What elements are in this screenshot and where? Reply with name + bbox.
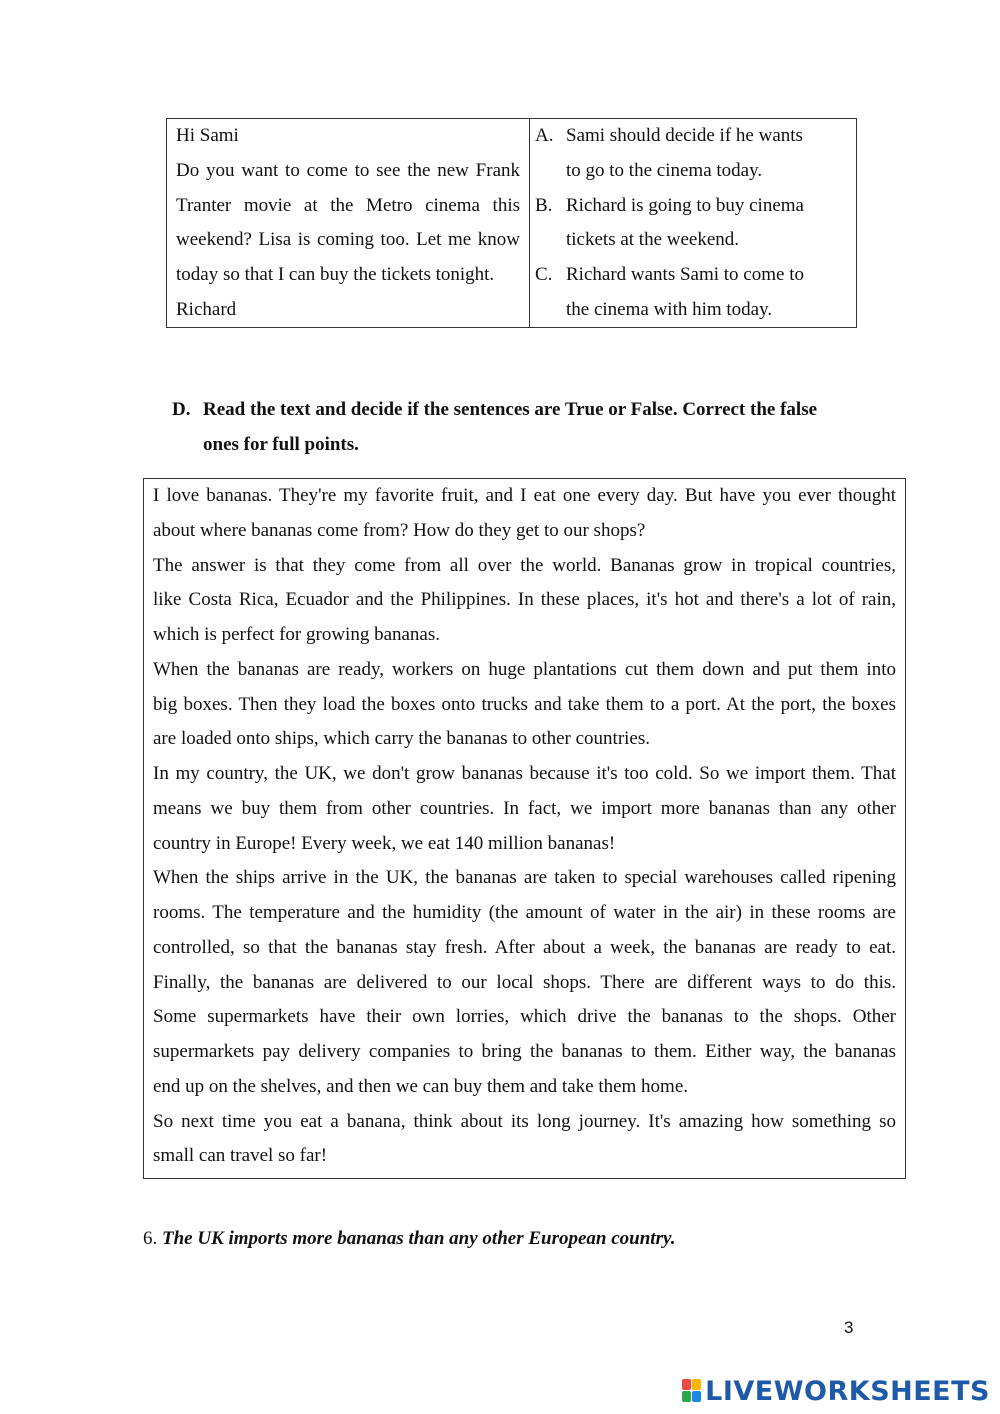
- passage-line: Finally, the bananas are delivered to our local shops. There are different ways to do this.: [153, 971, 896, 993]
- section-instruction-line: Read the text and decide if the sentences are True or False. Correct the false: [203, 399, 818, 420]
- passage-line: Some supermarkets have their own lorries, which drive the bananas to the shops. Other: [153, 1006, 896, 1028]
- message-line: today so that I can buy the tickets tonight.: [176, 264, 495, 286]
- option-c: [535, 258, 851, 328]
- passage-line: supermarkets pay delivery companies to bring the bananas to them. Either way, the bananas: [153, 1041, 896, 1062]
- section-letter: D.: [172, 399, 191, 420]
- message-cell: [176, 119, 520, 328]
- options-cell: [535, 119, 851, 328]
- passage-line: When the ships arrive in the UK, the bananas are taken to special warehouses called ripening: [153, 867, 896, 889]
- option-letter: A.: [535, 125, 554, 146]
- message-table: [166, 118, 857, 328]
- passage-line: In my country, the UK, we don't grow bananas because it's too cold. So we import them. That: [153, 763, 896, 784]
- table-divider: [529, 119, 530, 327]
- section-d-heading: [172, 392, 872, 462]
- message-line: Hi Sami: [176, 125, 239, 146]
- passage-line: like Costa Rica, Ecuador and the Philippines. In these places, it's hot and there's a lot of rain,: [153, 589, 896, 611]
- passage-line: end up on the shelves, and then we can buy them and take them home.: [153, 1075, 689, 1097]
- question-6: [143, 1222, 675, 1256]
- passage-line: So next time you eat a banana, think about its long journey. It's amazing how something so: [153, 1110, 896, 1132]
- passage-line: means we buy them from other countries. In fact, we import more bananas than any other: [153, 797, 896, 819]
- passage-line: controlled, so that the bananas stay fresh. After about a week, the bananas are ready to eat.: [153, 936, 896, 958]
- passage-line: which is perfect for growing bananas.: [153, 624, 441, 645]
- message-line: Tranter movie at the Metro cinema this: [176, 194, 520, 216]
- passage-line: I love bananas. They're my favorite fruit, and I eat one every day. But have you ever thought: [153, 485, 896, 506]
- option-b: [535, 189, 851, 259]
- question-number: 6.: [143, 1228, 158, 1249]
- passage-line: small can travel so far!: [153, 1145, 328, 1167]
- message-line: Do you want to come to see the new Frank: [176, 159, 520, 181]
- passage-line: country in Europe! Every week, we eat 140 million bananas!: [153, 832, 616, 854]
- option-text-line: Sami should decide if he wants: [566, 125, 803, 146]
- liveworksheets-logo: [682, 1372, 990, 1410]
- logo-badge-icon: [682, 1379, 702, 1403]
- passage-line: about where bananas come from? How do they get to our shops?: [153, 519, 646, 541]
- message-line: Richard: [176, 298, 237, 320]
- logo-text: LIVEWORKSHEETS: [705, 1375, 990, 1407]
- option-a: [535, 119, 851, 189]
- question-statement: The UK imports more bananas than any other European country.: [162, 1228, 676, 1249]
- passage-line: When the bananas are ready, workers on huge plantations cut them down and put them into: [153, 658, 896, 680]
- passage-line: are loaded onto ships, which carry the bananas to other countries.: [153, 728, 651, 750]
- passage-line: The answer is that they come from all over the world. Bananas grow in tropical countries,: [153, 554, 896, 576]
- option-text-line: to go to the cinema today.: [566, 159, 763, 181]
- passage-line: big boxes. Then they load the boxes onto trucks and take them to a port. At the port, the boxes: [153, 693, 896, 715]
- passage-line: rooms. The temperature and the humidity (the amount of water in the air) in these rooms are: [153, 902, 896, 923]
- option-letter: B.: [535, 194, 553, 216]
- message-line: weekend? Lisa is coming too. Let me know: [176, 229, 520, 251]
- option-text-line: tickets at the weekend.: [566, 229, 740, 251]
- section-instruction-line: ones for full points.: [203, 434, 359, 455]
- page-number: 3: [844, 1318, 854, 1337]
- option-text-line: Richard is going to buy cinema: [566, 194, 804, 216]
- option-text-line: Richard wants Sami to come to: [566, 264, 804, 286]
- option-text-line: the cinema with him today.: [566, 298, 773, 320]
- option-letter: C.: [535, 264, 553, 286]
- reading-passage: [143, 478, 906, 1179]
